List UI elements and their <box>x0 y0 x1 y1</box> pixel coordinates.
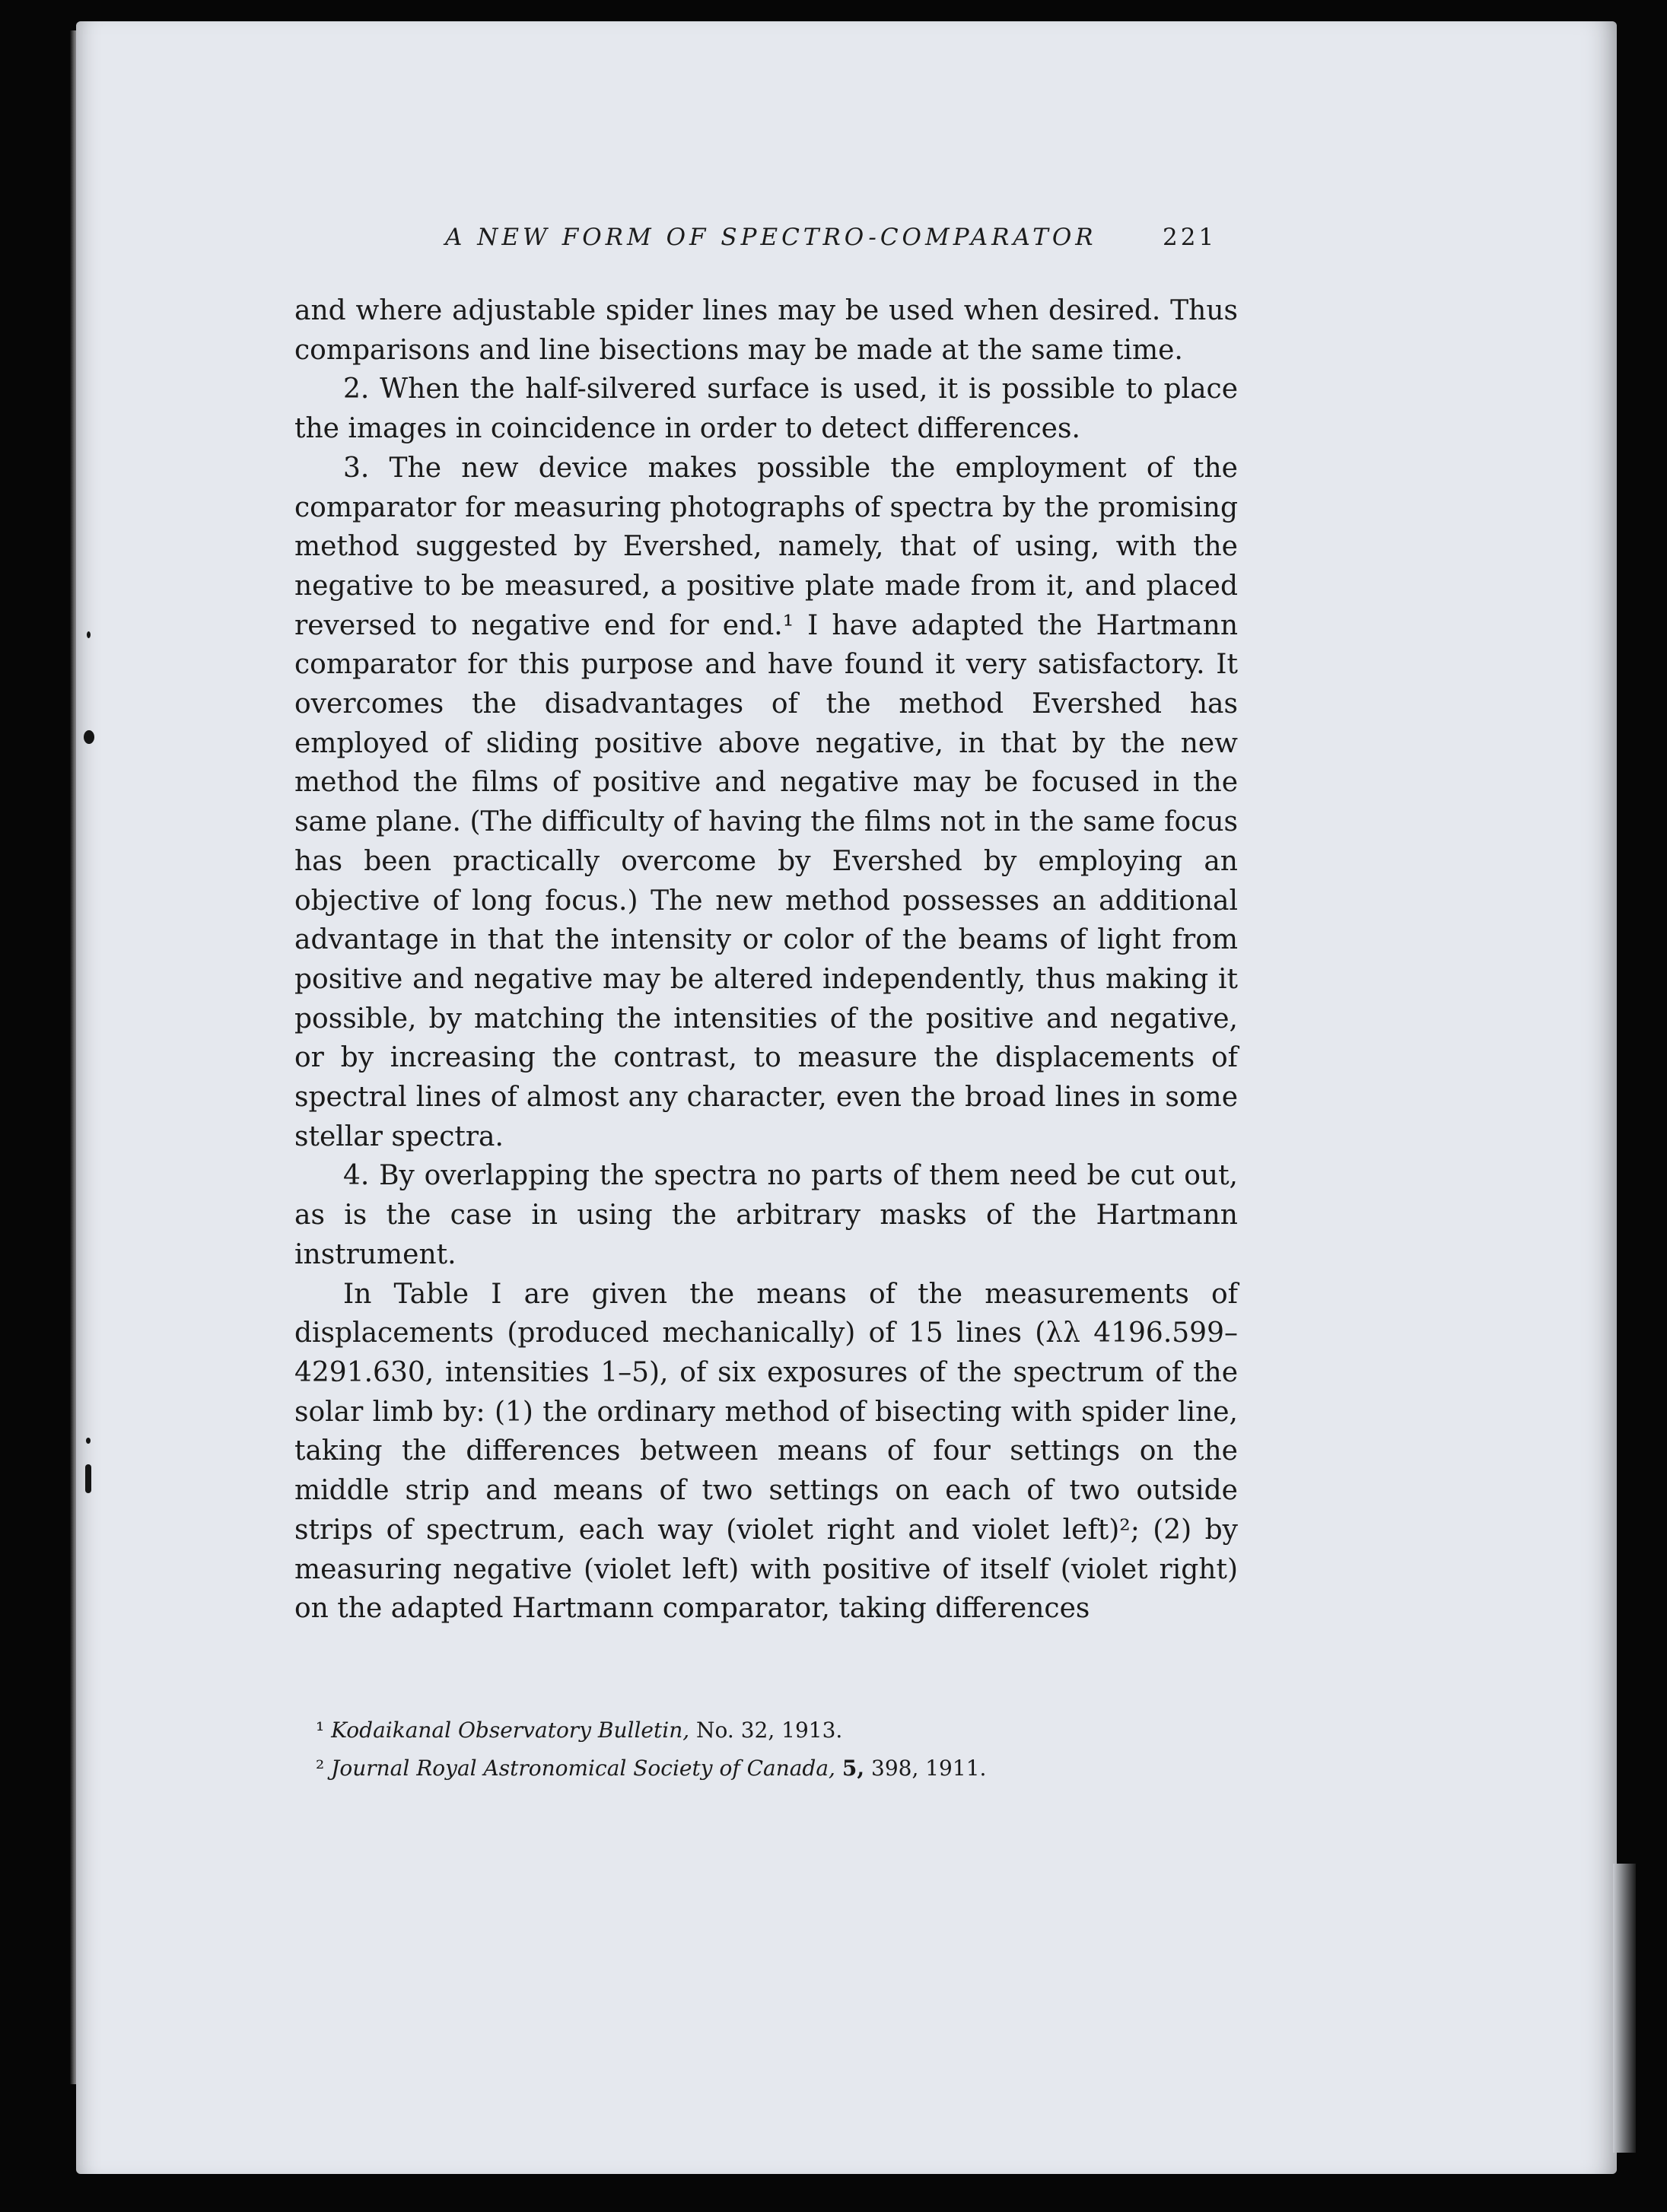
paragraph-item-4: 4. By overlapping the spectra no parts of them need be cut out, as is the case in using the arbitrary masks of the Hartmann instrument. <box>294 1160 1238 1270</box>
margin-speck <box>84 730 94 744</box>
footnote-1-mark: ¹ <box>316 1718 325 1743</box>
footnote-1 <box>316 1711 1229 1750</box>
footnote-2-volume: 5, <box>841 1756 865 1781</box>
margin-speck <box>85 1464 91 1493</box>
paragraph-continued: and where adjustable spider lines may be used when desired. Thus comparisons and line bisections may be made at the same time. <box>294 295 1238 366</box>
margin-speck <box>86 1438 91 1444</box>
footnote-2-details: 398, 1911. <box>871 1756 987 1781</box>
page-edge-shadow <box>1613 1864 1636 2153</box>
paragraph-item-3: 3. The new device makes possible the employment of the comparator for measuring photographs of spectra by the promising method suggested by Evershed, namely, that of using, with the negative to be measured, a positive plate made from it, and placed reversed to negative end for end.¹ I have adapted the Hartmann comparator for this purpose and have found it very satisfactory. It overcomes the disadvantages of the method Evershed has employed of sliding positive above negative, in that by the new method the films of positive and negative may be focused in the same plane. (The difficulty of having the films not in the same focus has been practically overcome by Evershed by employing an objective of long focus.) The new method possesses an additional advantage in that the intensity or color of the beams of light from positive and negative may be altered independently, thus making it possible, by matching the intensities of the positive and negative, or by increasing the contrast, to measure the displacements of spectral lines of almost any character, even the broad lines in some stellar spectra. <box>294 452 1238 1152</box>
running-head-title: A NEW FORM OF SPECTRO-COMPARATOR <box>445 224 1097 251</box>
footnote-2 <box>316 1750 1229 1788</box>
page-number: 221 <box>1163 224 1217 251</box>
paragraph-table-intro: In Table I are given the means of the measurements of displacements (produced mechanically) of 15 lines (λλ 4196.599–4291.630, intensities 1–5), of six exposures of the spectrum of the solar limb by: (1) the ordinary method of bisecting with spider line, taking the differences between means of four settings on the middle strip and means of two settings on each of two outside strips of spectrum, each way (violet right and violet left)²; (2) by measuring negative (violet left) with positive of itself (violet right) on the adapted Hartmann comparator, taking differences <box>294 1278 1238 1625</box>
footnote-1-source: Kodaikanal Observatory Bulletin, <box>331 1718 690 1743</box>
footnote-2-mark: ² <box>316 1756 325 1781</box>
footnotes <box>316 1711 1229 1788</box>
footnote-1-details: No. 32, 1913. <box>696 1718 843 1743</box>
body-text <box>294 291 1238 1629</box>
margin-speck <box>87 631 91 638</box>
footnote-2-source: Journal Royal Astronomical Society of Canada, <box>331 1756 835 1781</box>
paragraph-item-2: 2. When the half-silvered surface is used, it is possible to place the images in coincidence in order to detect differences. <box>294 373 1238 445</box>
